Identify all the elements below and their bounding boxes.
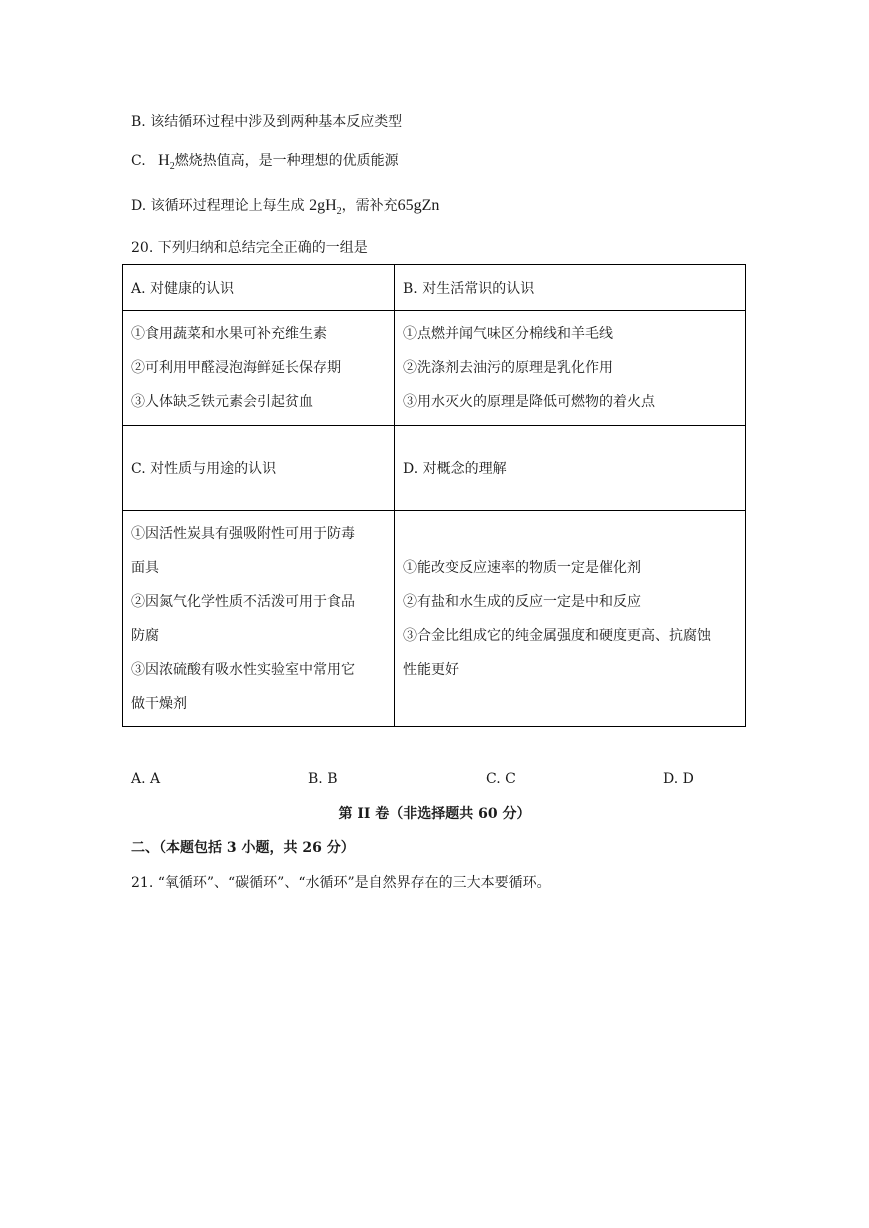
table-cell-c-header: C. 对性质与用途的认识 [123, 426, 395, 511]
table-cell-b-items [395, 311, 746, 426]
list-item: ③用水灭火的原理是降低可燃物的着火点 [403, 394, 655, 410]
list-item: ③合金比组成它的纯金属强度和硬度更高、抗腐蚀 [403, 627, 711, 644]
list-item: ③因浓硫酸有吸水性实验室中常用它 [131, 661, 355, 678]
list-item: ①能改变反应速率的物质一定是催化剂 [403, 559, 641, 576]
list-item: ①因活性炭具有强吸附性可用于防毒 [131, 525, 355, 542]
option-c-text [131, 151, 399, 177]
table-cell-a-items [123, 311, 395, 426]
list-item: ②因氮气化学性质不活泼可用于食品 [131, 593, 355, 610]
table-cell-b-header: B. 对生活常识的认识 [395, 265, 746, 311]
question-21-stem: 21. “氧循环”、“碳循环”、“水循环”是自然界存在的三大本要循环。 [131, 875, 551, 891]
65gzn-formula: 65gZn [397, 197, 440, 214]
2gh2-formula: $2gH_2$ [309, 197, 342, 218]
list-item: ②洗涤剂去油污的原理是乳化作用 [403, 360, 613, 376]
list-item: ③人体缺乏铁元素会引起贫血 [131, 394, 313, 410]
option-d-prefix: D. 该循环过程理论上每生成 [131, 198, 305, 214]
part-title: 二、（本题包括 3 小题，共 26 分） [131, 840, 355, 856]
option-d-text [131, 196, 439, 222]
h2-formula: $H_2$ [158, 152, 175, 173]
list-item: 性能更好 [403, 661, 459, 678]
list-item: 面具 [131, 559, 159, 576]
option-c-content: 燃烧热值高，是一种理想的优质能源 [174, 153, 399, 169]
choice-d: D. D [663, 771, 694, 787]
table-cell-c-items [123, 511, 395, 727]
table-cell-a-header: A. 对健康的认识 [123, 265, 395, 311]
question-20-stem: 20. 下列归纳和总结完全正确的一组是 [131, 240, 368, 256]
list-item: 防腐 [131, 627, 159, 644]
table-cell-d-items [395, 511, 746, 727]
list-item: ①点燃并闻气味区分棉线和羊毛线 [403, 326, 613, 342]
option-d-mid: ，需补充 [341, 198, 398, 214]
option-c-prefix: C. [131, 153, 146, 169]
list-item: ②可利用甲醛浸泡海鲜延长保存期 [131, 360, 341, 376]
list-item: ②有盐和水生成的反应一定是中和反应 [403, 593, 641, 610]
volume-title: 第 II 卷（非选择题共 60 分） [338, 806, 531, 822]
list-item: 做干燥剂 [131, 695, 187, 712]
option-b-text: B. 该结循环过程中涉及到两种基本反应类型 [131, 114, 403, 130]
question-20-table [122, 264, 746, 727]
choice-a: A. A [131, 771, 161, 787]
choice-c: C. C [486, 771, 516, 787]
table-cell-d-header: D. 对概念的理解 [395, 426, 746, 511]
list-item: ①食用蔬菜和水果可补充维生素 [131, 326, 327, 342]
choice-b: B. B [308, 771, 338, 787]
